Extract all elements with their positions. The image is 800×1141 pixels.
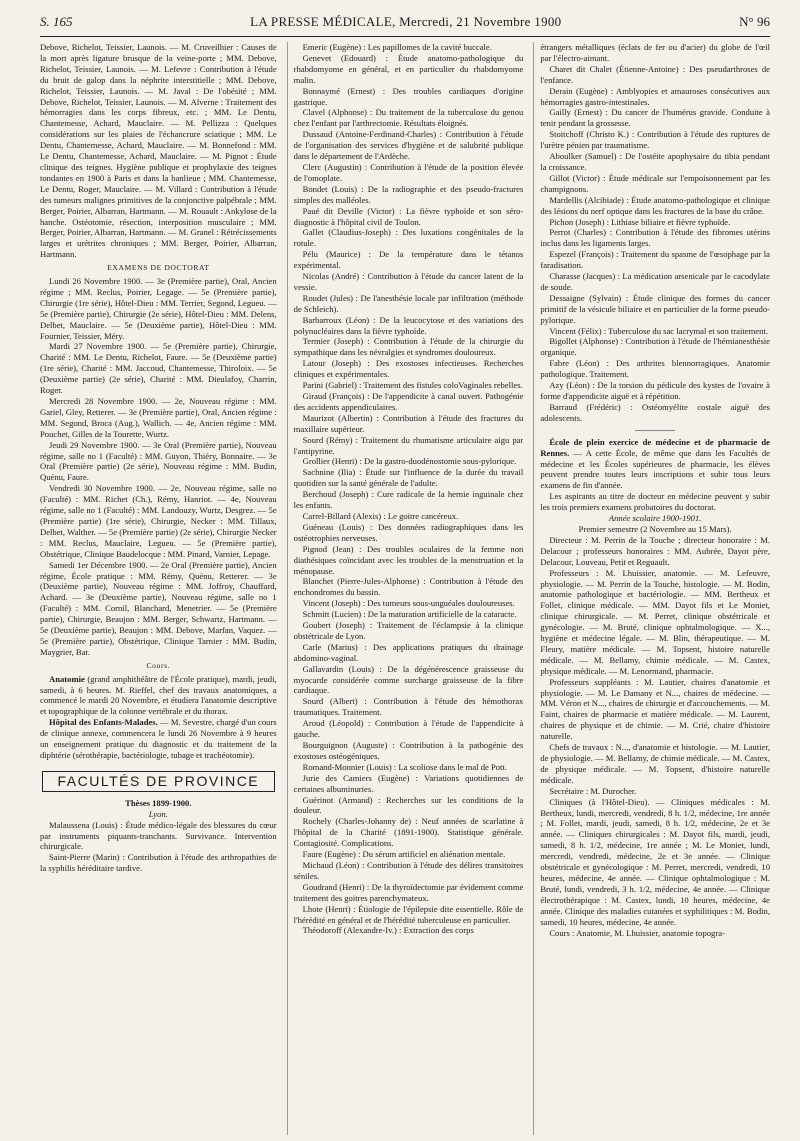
section-heading: Année scolaire 1900-1901. xyxy=(608,513,702,524)
boxed-section-title: FACULTÉS DE PROVINCE xyxy=(42,771,275,792)
paragraph: Pignod (Jean) : Des troubles oculaires de la femme non diathésiques coïncidant avec les troubles de la menstruation et la ménopause. xyxy=(293,543,524,576)
paragraph: Jeudi 29 Novembre 1900. — 3e Oral (Première partie), Nouveau régime, salle no 1 (Faculté) : MM. Guyon, Thiéry, Bonnaire. — 3e Oral (Première partie) (2e série), Nouveau régime : MM. Budin, Quénu, Faure. xyxy=(40,439,277,483)
paragraph: Parini (Gabriel) : Traitement des fistules coloVaginales rebelles. xyxy=(302,380,523,391)
paragraph: Stoitchoff (Christo K.) : Contribution à l'étude des ruptures de l'urètre pénien par traumatisme. xyxy=(540,129,770,151)
section-heading: EXAMENS DE DOCTORAT xyxy=(107,263,210,273)
paragraph: Charet dit Chalet (Étienne-Antoine) : Des pseudarthroses de l'enfance. xyxy=(540,63,770,85)
section-heading: Cours. xyxy=(146,660,171,670)
paragraph: Azy (Léon) : De la torsion du pédicule des kystes de l'ovaire à forme d'appendicite aiguë et à répétition. xyxy=(540,380,770,401)
paragraph-text: (grand amphithéâtre de l'École pratique), mardi, jeudi, samedi, à 6 heures. M. Rieffel, chef des travaux anatomiques, a commencé le mardi 20 Novembre, et étudiera l'anatomie descriptive et topographique de la colonne vertébrale et du thorax. xyxy=(40,673,277,717)
paragraph: Jurie des Camiers (Eugène) : Variations quotidiennes de certaines albuminuries. xyxy=(293,772,524,794)
paragraph xyxy=(40,717,277,761)
paragraph: Barraud (Frédéric) : Ostéomyélite costale aiguë des adolescents. xyxy=(540,401,770,423)
paragraph: Pichon (Joseph) : Lithiase biliaire et fièvre typhoïde. xyxy=(549,216,731,227)
paragraph: Charasse (Jacques) : La médication arsenicale par le cacodylate de soude. xyxy=(540,271,770,292)
page-number: S. 165 xyxy=(40,14,73,29)
paragraph: Blanchet (Pierre-Jules-Alphonse) : Contribution à l'étude des enchondromes du bassin. xyxy=(293,576,524,598)
paragraph: Théodoroff (Alexandre-Iv.) : Extraction des corps xyxy=(302,925,474,936)
paragraph: Bigollet (Alphonse) : Contribution à l'étude de l'hémianesthésie organique. xyxy=(540,336,770,358)
paragraph: Goudrand (Henri) : De la thyroïdectomie par évidement comme traitement des goitres parenchymateux. xyxy=(293,881,524,903)
paragraph: Gallet (Claudius-Joseph) : Des luxations congénitales de la rotule. xyxy=(293,227,524,249)
paragraph: Goubert (Joseph) : Traitement de l'éclampsie à la clinique obstétricale de Lyon. xyxy=(293,620,524,641)
paragraph: Gallavardin (Louis) : De la dégénérescence graisseuse du myocarde considérée comme surcharge graisseuse de la fibre cardiaque. xyxy=(293,663,524,696)
section-heading: Lyon. xyxy=(148,808,168,819)
paragraph: Clerc (Augustin) : Contribution à l'étude de la position élevée de l'omoplate. xyxy=(293,161,524,183)
paragraph: Sachnine (Ilia) : Étude sur l'influence de la durée du travail quotidien sur la santé générale de l'adulte. xyxy=(293,467,524,489)
paragraph: Dussaud (Antoine-Ferdinand-Charles) : Contribution à l'étude de l'organisation des services d'hygiène et de salubrité publique dans le département de l'Ardèche. xyxy=(293,129,524,162)
paragraph: Giraud (François) : De l'appendicite à canal ouvert. Pathogénie des accidents appendiculaires. xyxy=(293,391,524,412)
paragraph: Vendredi 30 Novembre 1900. — 2e, Nouveau régime, salle no (Faculté) : MM. Richet (Ch.), Rémy, Hanriot. — 4e, Nouveau régime, salle no 1 (Faculté) : MM. Landouzy, Wurtz, Desgrez. — 5e (Première partie) (1re série), Chirurgie, Necker : MM. Tillaux, Delbet, Walther. — 5e (Première partie) (2e série), Chirurgie Necker : MM. Reclus, Mauclaire, Legueu. — 5e (Première partie), Obstétrique, Clinique Baudelocque : MM. Pinard, Varnier, Lepage. xyxy=(40,483,277,559)
paragraph xyxy=(40,674,277,718)
paragraph: Lundi 26 Novembre 1900. — 3e (Première partie), Oral, Ancien régime ; MM. Reclus, Poirier, Legage. — 5e (Première partie), Chirurgie (1re série), Hôtel-Dieu : MM. Terrier, Segond, Legueu. — 5e (Première partie), Chirurgie (2e série), Hôtel-Dieu : MM. Delens, Delbet, Mauclaire. — 5e (Deuxième partie), Hôtel-Dieu : MM. Fournier, Teissier, Méry. xyxy=(40,276,277,341)
issue-number: N° 96 xyxy=(739,14,770,29)
section-subheading: Premier semestre (2 Novembre au 15 Mars). xyxy=(578,523,732,534)
paragraph: Mardellis (Alcibiade) : Étude anatomo-pathologique et clinique des lésions du nerf optique dans les fractures de la base du crâne. xyxy=(540,194,770,216)
paragraph: Vincent (Joseph) : Des tumeurs sous-unguéales douloureuses. xyxy=(302,598,515,609)
paragraph: Perrot (Charles) : Contribution à l'étude des fibromes utérins inclus dans les ligaments larges. xyxy=(540,227,770,249)
paragraph: Rochely (Charles-Johanny de) : Neuf années de scarlatine à l'hôpital de la Charité (1891-1900). Statistique générale. Contagiosité. Complications. xyxy=(293,816,524,849)
paragraph: Saint-Pierre (Marin) : Contribution à l'étude des arthropathies de la syphilis héréditaire tardive. xyxy=(40,852,277,874)
section-heading: Thèses 1899-1900. xyxy=(125,797,192,808)
paragraph: Roudet (Jules) : De l'anesthésie locale par infiltration (méthode de Schleich). xyxy=(293,292,524,314)
paragraph: Malaussena (Louis) : Étude médico-légale des blessures du cœur par instruments piquants-tranchants. Survivance. Intervention chirurgicale. xyxy=(40,819,277,852)
paragraph: Guéneau (Louis) : Des données radiographiques dans les ostéotrophies nerveuses. xyxy=(293,521,524,543)
paragraph: Pélu (Maurice) : De la température dans le tétanos expérimental. xyxy=(293,249,524,271)
paragraph: Derain (Eugène) : Amblyopies et amauroses consécutives aux hémorragies gastro-intestinales. xyxy=(540,85,770,107)
paragraph: Chefs de travaux : N..., d'anatomie et histologie. — M. Lautier, de physiologie. — M. Bellamy, de chimie médicale. — M. Castex, de physique médicale. — M. Topsent, d'histoire naturelle médicale. xyxy=(540,742,770,785)
paragraph: Fabre (Léon) : Des arthrites blennorragiques. Anatomie pathologique. Traitement. xyxy=(540,358,770,380)
journal-title: LA PRESSE MÉDICALE, Mercredi, 21 Novembre 1900 xyxy=(250,14,562,29)
paragraph: Mercredi 28 Novembre 1900. — 2e, Nouveau régime : MM. Gariel, Gley, Retterer. — 3e (Première partie), Oral, Ancien régime : MM. Segond, Broca (Aug.), Wallich. — 4e, Ancien régime : MM. Pouchet, Gilles de la Tourette, Wurtz. xyxy=(40,396,277,439)
paragraph: Schmitt (Lucien) : De la maturation artificielle de la cataracte. xyxy=(302,609,517,620)
paragraph: Espezel (François) : Traitement du spasme de l'œsophage par la faradisation. xyxy=(540,249,770,271)
paragraph: Cliniques (à l'Hôtel-Dieu). — Cliniques médicales : M. Bertheux, lundi, mercredi, vendredi, 8 h. 1/2, médecine, 1re année ; M. Follet, mardi, jeudi, samedi, 8 h. 1/2, médecine, 2e et 3e année. — Cliniques chirurgicales : M. Dayot fils, mardi, jeudi, samedi, 8 h. 1/2, médecine, 1re année ; M. Le Moniet, lundi, mercredi, vendredi, médecine, 2e et 3e année. — Clinique obstétricale et gynécologique : M. Perret, mercredi, vendredi, 10 heures, médecine, 4e année. — Clinique ophtalmologique : M. Bruté, lundi, vendredi, 3 h. 1/2, médecine, 4e année. — Clinique électrothérapique : M. Castex, lundi, 10 heures, médecine, 4e année. Clinique des maladies cutanées et syphilitiques : M. Bodin, samedi, 10 heures, médecine, 4e année. xyxy=(540,796,770,927)
paragraph: Directeur : M. Perrin de la Touche ; directeur honoraire : M. Delacour ; professeurs honoraires : MM. Aubrée, Dayot père, Delacour, Louveau, Petit et Reguault. xyxy=(540,534,770,567)
run-in-heading: Hôpital des Enfants-Malades. xyxy=(49,717,158,728)
paragraph: Romand-Monnier (Louis) : La scoliose dans le mal de Pott. xyxy=(302,761,507,772)
paragraph: Genevet (Edouard) : Étude anatomo-pathologique du rhabdomyome en général, et en particulier du rhabdomyome malin. xyxy=(293,52,524,85)
run-in-heading: École de plein exercice de médecine et de pharmacie de Rennes. xyxy=(540,436,770,458)
paragraph: Secrétaire : M. Durocher. xyxy=(549,785,637,796)
paragraph-text: — M. Sevestre, chargé d'un cours de clinique annexe, commencera le lundi 26 Novembre à 9 heures un enseignement pratique du diagnostic et du traitement de la diphtérie (sérothérapie, bactériologie, tubage et trachéotomie). xyxy=(40,717,277,760)
paragraph: Paué dit Deville (Victor) : La fièvre typhoïde et son séro-diagnostic à l'hôpital civil de Toulon. xyxy=(293,205,524,227)
paragraph: Gailly (Ernest) : Du cancer de l'humérus gravide. Conduite à tenir pendant la grossesse. xyxy=(540,107,770,129)
paragraph: Berchoud (Joseph) : Cure radicale de la hernie inguinale chez les enfants. xyxy=(293,489,524,511)
paragraph: Barbarroux (Léon) : De la leucocytose et des variations des polynucléaires dans la fièvre typhoïde. xyxy=(293,314,524,336)
paragraph: Samedi 1er Décembre 1900. — 2e Oral (Première partie), Ancien régime, École pratique : MM. Rémy, Quénu, Retterer. — 3e (Deuxième partie), Nouveau régime : MM. Joffroy, Chauffard, Achard. — 3e (Deuxième partie), Nouveau régime, salle no 1 (Faculté) : MM. Cornil, Blanchard, Menetrier. — 5e (Première partie), Chirurgie, Beaujon : MM. Berger, Schwartz, Hartmann. — 5e (Deuxième partie), Beaujon : MM. Debove, Marfan, Vaquez. — 5e (Première partie), Obstétrique, Clinique Tarnier : MM. Budin, Maygrier, Bar. xyxy=(40,559,277,657)
column-3 xyxy=(533,42,770,1135)
divider xyxy=(635,430,675,431)
paragraph: Bonnaymé (Ernest) : Des troubles cardiaques d'origine gastrique. xyxy=(293,85,524,107)
paragraph: Aboulker (Samuel) : De l'ostéite apophysaire du tibia pendant la croissance. xyxy=(540,151,770,172)
paragraph: Bourguignon (Auguste) : Contribution à la pathogénie des exostoses ostéogéniques. xyxy=(293,740,524,761)
paragraph: Mardi 27 Novembre 1900. — 5e (Première partie), Chirurgie, Charité : MM. Le Dentu, Richelot, Faure. — 5e (Deuxième partie) (1re série), Charité : MM. Jaccoud, Chantemesse, Thiroloix. — 5e (Deuxième partie) (2e série), Charité : MM. Dieulafoy, Charrin, Roger. xyxy=(40,341,277,396)
paragraph: Nicolas (André) : Contribution à l'étude du cancer latent de la vessie. xyxy=(293,271,524,292)
paragraph: Sourd (Albert) : Contribution à l'étude des hémothorax traumatiques. Traitement. xyxy=(293,696,524,718)
paragraph: Maurizot (Albertin) : Contribution à l'étude des fractures du maxillaire supérieur. xyxy=(293,412,524,434)
text-columns xyxy=(40,42,770,1135)
paragraph: Bondet (Louis) : De la radiographie et des pseudo-fractures simples des malléoles. xyxy=(293,183,524,205)
paragraph: Guérinot (Armand) : Recherches sur les conditions de la douleur. xyxy=(293,794,524,816)
paragraph: étrangers métalliques (éclats de fer ou d'acier) du globe de l'œil par l'électro-aimant. xyxy=(540,42,770,63)
paragraph: Carrel-Billard (Alexis) : Le goitre cancéreux. xyxy=(302,510,459,521)
paragraph: Les aspirants au titre de docteur en médecine peuvent y subir les trois premiers examens probatoires du doctorat. xyxy=(540,491,770,513)
paragraph: Carle (Marius) : Des applications pratiques du drainage abdomino-vaginal. xyxy=(293,641,524,663)
column-2 xyxy=(287,42,524,1135)
paragraph: Professeurs : M. Lhuissier, anatomie. — M. Lefeuvre, physiologie. — M. Perrin de la Touche, histologie. — M. Bodin, anatomie pathologique et bactériologie. — MM. Bertheux et Follet, clinique médicale. — MM. Dayot fils et Le Moniet, clinique chirurgicale. — M. Perret, clinique obstétricale et gynécologie. — M. Bruté, clinique ophtalmologique. — X..., hygiène et médecine légale. — M. Blin, thérapeutique. — M. Fleury, matière médicale. — M. Topsent, histoire naturelle médicale. — M. Bellamy, chimie médicale. — M. Castex, physique médicale. — M. Lenormand, pharmacie. xyxy=(540,567,770,676)
paragraph: Gillot (Victor) : Étude médicale sur l'empoisonnement par les champignons. xyxy=(540,172,770,194)
page-header xyxy=(40,14,770,37)
run-in-heading: Anatomie xyxy=(49,673,85,684)
column-1 xyxy=(40,42,277,1135)
paragraph: Latour (Joseph) : Des exostoses infectieuses. Recherches cliniques et expérimentales. xyxy=(293,358,524,380)
paragraph: Cours : Anatomie, M. Lhuissier, anatomie topogra- xyxy=(549,927,725,938)
paragraph-text: — A cette École, de même que dans les Facultés de médecine et les Écoles supérieures de pharmacie, les élèves peuvent prendre toutes leurs inscriptions et subir tous leurs examens de fin d'année. xyxy=(540,447,770,491)
paragraph: Lhote (Henri) : Étiologie de l'épilepsie dite essentielle. Rôle de l'hérédité en général et de l'hérédité tuberculeuse en particulier. xyxy=(293,903,524,925)
paragraph: Dessaigne (Sylvain) : Étude clinique des formes du cancer primitif de la vésicule biliaire et en particulier de la forme pseudo-pylorique. xyxy=(540,292,770,325)
paragraph: Professeurs suppléants : M. Lautier, chaires d'anatomie et physiologie. — M. Le Damany et N..., chaires de médecine. — MM. Véron et N..., chaires de chirurgie et d'accouchements. — M. Faint, chaires de pharmacie et matière médicale. — M. Laurent, chaires de physique et de chimie. — M. Crié, chaire d'histoire naturelle. xyxy=(540,676,770,742)
paragraph: Michaud (Léon) : Contribution à l'étude des délires transitoires séniles. xyxy=(293,859,524,881)
paragraph: Faure (Eugène) : Du sérum artificiel en aliénation mentale. xyxy=(302,849,506,860)
paragraph: Termier (Joseph) : Contribution à l'étude de la chirurgie du sympathique dans les névralgies et syndromes douloureux. xyxy=(293,336,524,358)
paragraph: Clavel (Alphonse) : Du traitement de la tuberculose du genou chez l'enfant par l'arthrectomie. Résultats éloignés. xyxy=(293,107,524,129)
paragraph: Vincent (Félix) : Tuberculose du sac lacrymal et son traitement. xyxy=(549,325,768,336)
paragraph xyxy=(540,437,770,492)
paragraph: Sourd (Rémy) : Traitement du rhumatisme articulaire aigu par l'antipyrine. xyxy=(293,434,524,456)
paragraph: Aroud (Léopold) : Contribution à l'étude de l'appendicite à gauche. xyxy=(293,718,524,740)
paragraph: Grollier (Henri) : De la gastro-duodénostomie sous-pylorique. xyxy=(302,456,517,467)
paragraph: Debove, Richelot, Teissier, Launois. — M. Cruveilhier : Causes de la mort après ligature brusque de la veine-porte ; MM. Debove, Richelot, Teissier, Launois. — M. Lefevre : Contribution à l'étude du bruit de galop dans la néphrite interstitielle ; MM. Debove, Richelot, Teissier, Launois. — M. Javal : De l'obésité ; MM. Debove, Richelot, Teissier, Launois. — M. Alverne : Traitement des hémorragies dans les corps fibreux, etc. ; MM. Le Dentu, Chantemesse, Achard, Mauclaire. — M. Pellizza : Quelques considérations sur les plaies de l'échancrure sciatique ; MM. Le Dentu, Chantemesse, Achard, Mauclaire. — M. Bonnefond : MM. Le Dentu, Chantemesse, Achard, Mauclaire. — M. Pignot : Étude clinique des teignes. Hygiène publique et prophylaxie des teignes tondantes en 1900 à Paris et dans la banlieue ; MM. Chantemesse, Le Dentu, Roger, Mauclaire. — M. Villard : Contribution à l'étude des tumeurs malignes primitives de la conjonctive palpébrale ; MM. Berger, Poirier, Albarran, Hartmann. — M. Rouault : Ankylose de la hanche. Ostéotomie, résection, interposition musculaire ; MM. Berger, Poirier, Albarran, Hartmann. — M. Granel : Rétrécissements larges et urétrites chroniques ; MM. Berger, Poirier, Albarran, Hartmann. xyxy=(40,42,277,260)
paragraph: Emeric (Eugène) : Les papillomes de la cavité buccale. xyxy=(302,42,492,52)
